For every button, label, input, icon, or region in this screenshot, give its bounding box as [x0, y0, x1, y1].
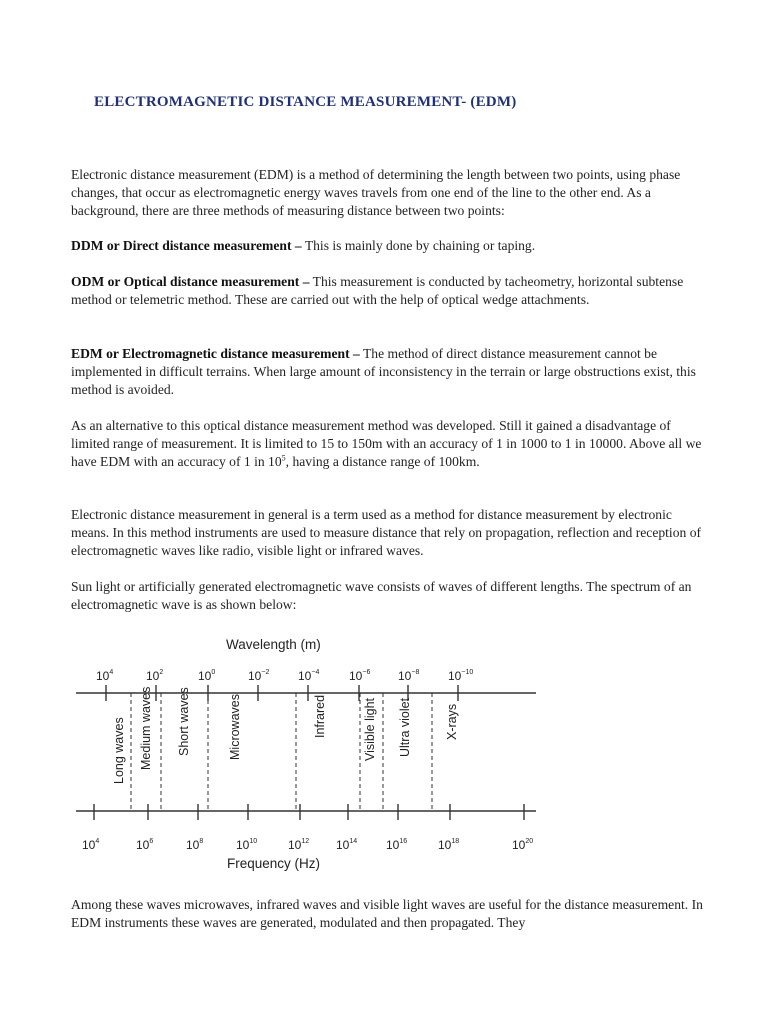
frequency-tick-label: $10^6$ — [136, 838, 154, 852]
frequency-tick-label: $10^4$ — [82, 838, 100, 852]
page-title: ELECTROMAGNETIC DISTANCE MEASUREMENT- (EDM) — [94, 94, 517, 110]
edm-text: The method of direct distance measurement cannot be implemented in difficult terrains. When large amount of inconsistency in the terrain or large obstructions exist, this method is avoided. — [71, 346, 696, 398]
frequency-tick-label: $10^{12}$ — [288, 838, 310, 852]
alternative-paragraph — [71, 417, 711, 472]
band-label: Medium waves — [139, 686, 153, 770]
frequency-tick-label: $10^{10}$ — [236, 838, 258, 852]
wavelength-tick-label: $10^{-6}$ — [349, 669, 371, 683]
band-label: X-rays — [445, 703, 459, 740]
alternative-text: As an alternative to this optical distance measurement method was developed. Still it gained a disadvantage of limited range of measurement. It is limited to 15 to 150m with an accuracy of 1 in 1000 to 1 in 10000. Above all we have EDM with an accuracy of 1 in 10 — [71, 418, 702, 470]
wavelength-tick-label: $10^{-4}$ — [298, 669, 320, 683]
frequency-axis-title: Frequency (Hz) — [227, 856, 321, 871]
frequency-tick-label: $10^{18}$ — [438, 838, 460, 852]
band-label: Microwaves — [228, 694, 242, 760]
band-label: Short waves — [177, 687, 191, 756]
wavelength-tick-label: $10^{-10}$ — [448, 669, 474, 683]
wavelength-tick-label: $10^{-2}$ — [248, 669, 270, 683]
general-paragraph: Electronic distance measurement in general is a term used as a method for distance measurement by electronic means. In this method instruments are used to measure distance that rely on propagation, reflection and reception of electromagnetic waves like radio, visible light or infrared waves. — [71, 507, 702, 559]
odm-text: This measurement is conducted by tacheometry, horizontal subtense method or telemetric method. These are carried out with the help of optical wedge attachments. — [71, 274, 684, 308]
wavelength-tick-label: $10^0$ — [198, 669, 216, 683]
ddm-term: DDM or Direct distance measurement – — [71, 238, 302, 253]
alternative-text-end: , having a distance range of 100km. — [285, 454, 480, 470]
odm-paragraph — [71, 273, 711, 309]
odm-term: ODM or Optical distance measurement – — [71, 274, 310, 289]
sunlight-paragraph: Sun light or artificially generated electromagnetic wave consists of waves of different lengths. The spectrum of an electromagnetic wave is as shown below: — [71, 579, 692, 613]
intro-paragraph: Electronic distance measurement (EDM) is a method of determining the length between two points, using phase changes, that occur as electromagnetic energy waves travels from one end of the line to the other end. As a background, there are three methods of measuring distance between two points: — [71, 167, 681, 219]
band-label: Infrared — [313, 694, 327, 738]
ddm-text: This is mainly done by chaining or taping. — [301, 238, 536, 253]
closing-paragraph: Among these waves microwaves, infrared waves and visible light waves are useful for the distance measurement. In EDM instruments these waves are generated, modulated and then propagated. They — [71, 897, 703, 931]
band-labels — [112, 687, 459, 784]
frequency-tick-label: $10^{20}$ — [512, 838, 534, 852]
edm-term: EDM or Electromagnetic distance measurement – — [71, 346, 360, 361]
band-label: Long waves — [112, 717, 126, 784]
frequency-tick-label: $10^{16}$ — [386, 838, 408, 852]
frequency-tick-label: $10^{14}$ — [336, 838, 358, 852]
alternative-superscript: 5 — [281, 453, 286, 463]
ddm-paragraph — [71, 237, 711, 255]
edm-paragraph — [71, 345, 711, 400]
frequency-tick-label: $10^8$ — [186, 838, 204, 852]
band-label: Visible light — [363, 697, 377, 761]
wavelength-axis-title: Wavelength (m) — [226, 637, 321, 652]
em-spectrum-diagram — [76, 628, 546, 878]
wavelength-tick-label: $10^4$ — [96, 669, 114, 683]
wavelength-tick-label: $10^2$ — [146, 669, 164, 683]
wavelength-tick-label: $10^{-8}$ — [398, 669, 420, 683]
band-label: Ultra violet — [398, 697, 412, 757]
